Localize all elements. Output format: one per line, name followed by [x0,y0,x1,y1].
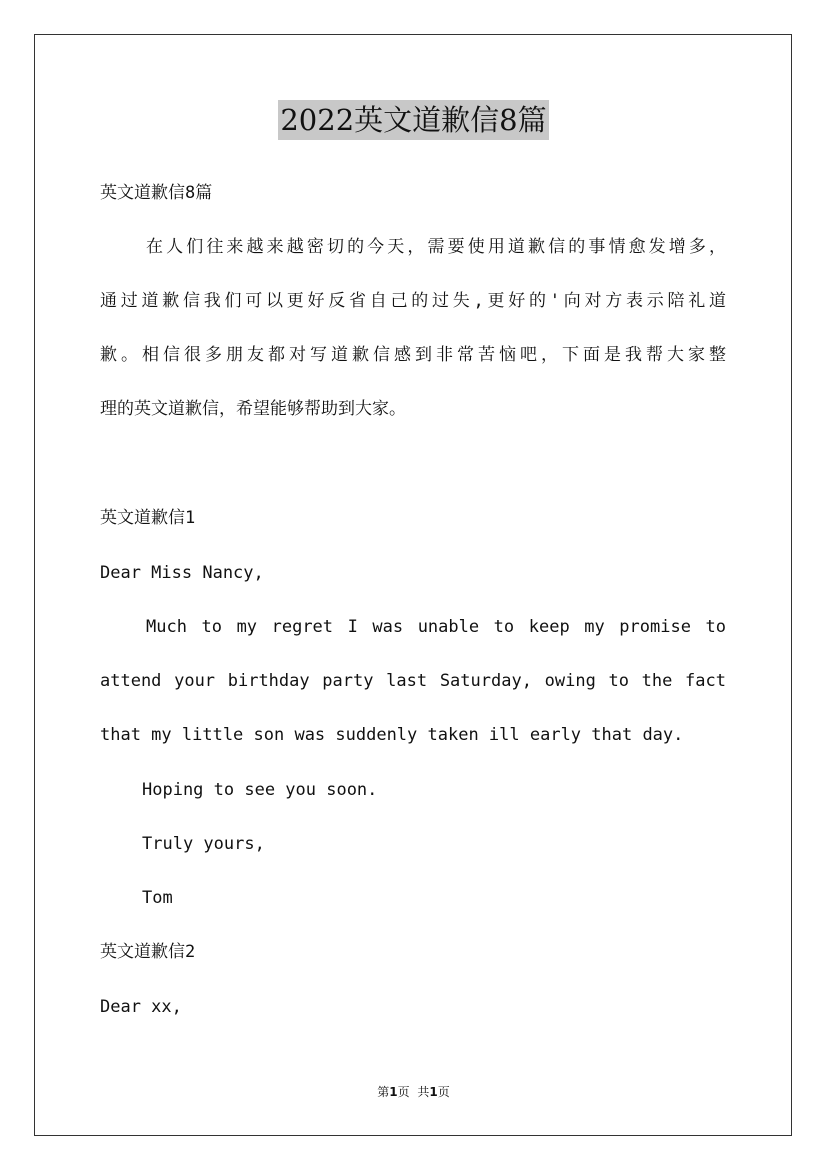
letter1-salutation: Dear Miss Nancy, [100,563,264,583]
footer-page-number: 1 [389,1085,398,1099]
footer-page-suffix: 页 [397,1085,410,1099]
title-container [0,100,827,140]
section-heading: 英文道歉信8篇 [100,183,213,203]
page-footer [0,1083,827,1101]
letter1-body-line-2: attend your birthday party last Saturday, owing to the fact [100,671,726,691]
footer-page-prefix: 第 [377,1085,390,1099]
letter1-body-line-3: that my little son was suddenly taken ill early that day. [100,725,684,745]
intro-line-1: 在人们往来越来越密切的今天，需要使用道歉信的事情愈发增多， [146,237,726,257]
letter1-signoff: Truly yours, [142,834,265,854]
footer-total-suffix: 页 [437,1085,450,1099]
letter2-salutation: Dear xx, [100,997,182,1017]
intro-line-4: 理的英文道歉信，希望能够帮助到大家。 [100,399,406,419]
intro-line-2: 通过道歉信我们可以更好反省自己的过失,更好的'向对方表示陪礼道 [100,291,726,311]
letter1-signature: Tom [142,888,173,908]
footer-total-number: 1 [429,1085,438,1099]
letter1-body-line-1: Much to my regret I was unable to keep my promise to [146,617,726,637]
intro-line-3: 歉。相信很多朋友都对写道歉信感到非常苦恼吧，下面是我帮大家整 [100,345,726,365]
letter2-heading: 英文道歉信2 [100,942,196,962]
footer-total-prefix: 共 [417,1085,430,1099]
letter1-heading: 英文道歉信1 [100,508,196,528]
document-title: 2022英文道歉信8篇 [278,100,548,140]
letter1-closing-line: Hoping to see you soon. [142,780,378,800]
